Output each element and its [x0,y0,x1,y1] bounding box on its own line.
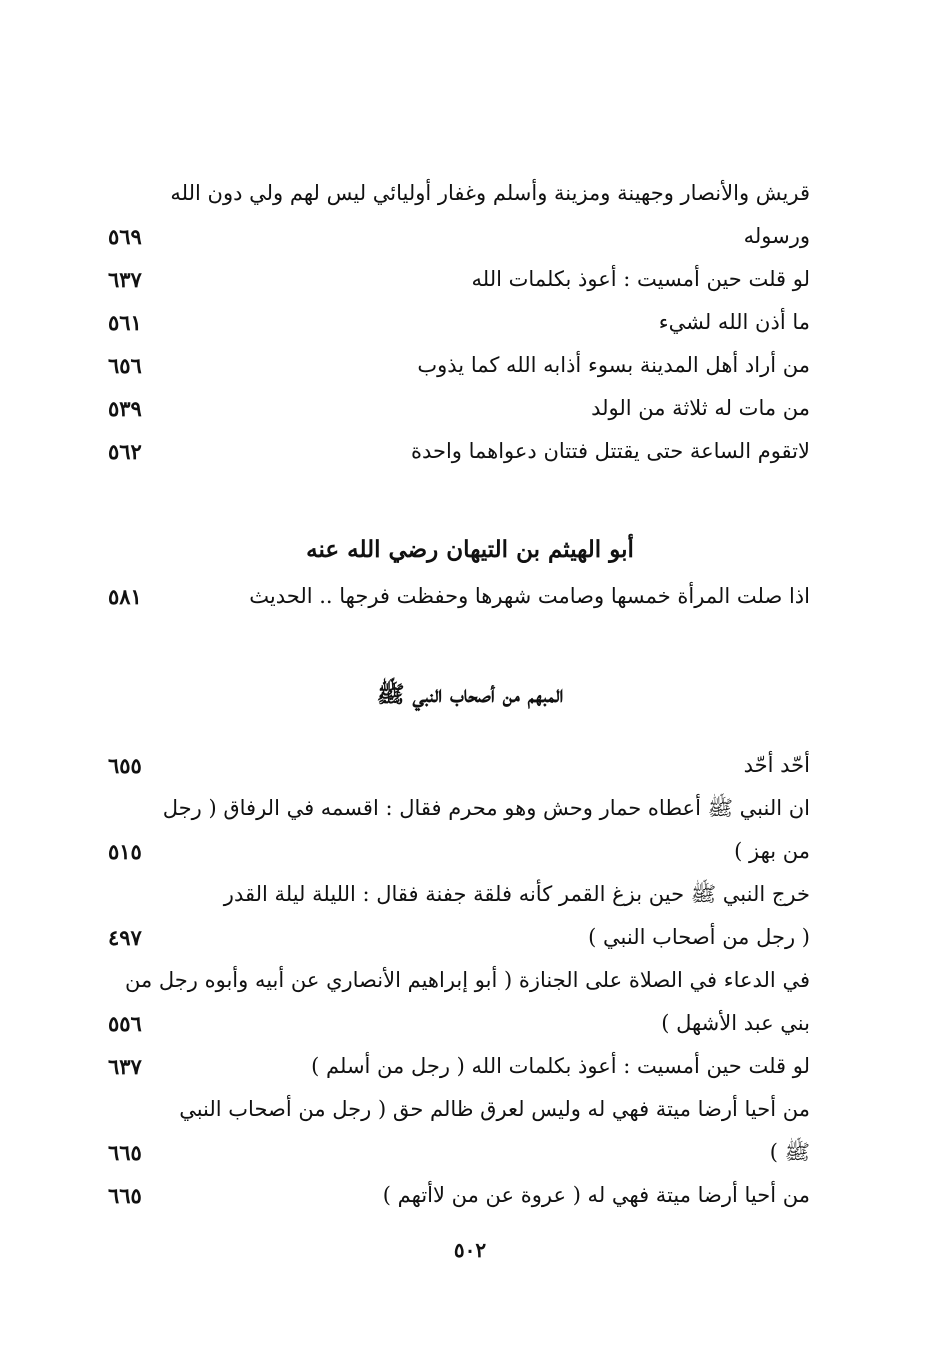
entry-text: ان النبي ﷺ أعطاه حمار وحش وهو محرم فقال : اقسمه في الرفاق ( رجل [162,796,810,820]
page-number: ٥٠٢ [453,1238,487,1262]
page-reference: ٥٦٩ [108,224,142,249]
entry-text: من أحيا أرضا ميتة فهي له ( عروة عن من لاأتهم ) [382,1183,810,1207]
section-abu-haytham [100,575,840,618]
index-entries [100,172,840,1217]
page-reference: ٦٥٦ [108,353,142,378]
section-gap [100,618,840,670]
index-line [100,301,840,344]
entry-text: ورسوله [743,224,810,248]
index-line [100,344,840,387]
section-heading-mubham: المبهم من أصحاب النبي ﷺ [376,681,564,708]
entry-text: اذا صلت المرأة خمسها وصامت شهرها وحفظت فرجها .. الحديث [249,584,810,608]
section-mubham [100,744,840,1217]
index-line [100,1131,840,1174]
entry-text: أحّد أحّد [743,753,810,777]
section-gap [100,473,840,525]
entry-text: في الدعاء في الصلاة على الجنازة ( أبو إبراهيم الأنصاري عن أبيه وأبوه رجل من [124,968,810,992]
entry-text: لاتقوم الساعة حتى يقتتل فتتان دعواهما واحدة [410,439,810,463]
page-reference: ٥٦١ [108,310,142,335]
index-line [100,575,840,618]
index-line [100,258,840,301]
index-line [100,172,840,215]
entry-text: خرج النبي ﷺ حين بزغ القمر كأنه فلقة جفنة فقال : الليلة ليلة القدر [223,882,810,906]
index-line [100,387,840,430]
entry-text: من بهز ) [734,839,810,863]
index-line [100,787,840,830]
index-line [100,830,840,873]
entry-text: من مات له ثلاثة من الولد [591,396,810,420]
section-quraysh [100,172,840,473]
entry-text: لو قلت حين أمسيت : أعوذ بكلمات الله ( رجل من أسلم ) [311,1054,810,1078]
index-line [100,744,840,787]
index-line [100,1045,840,1088]
index-line [100,430,840,473]
entry-text: بني عبد الأشهل ) [661,1011,810,1035]
page-reference: ٦٥٥ [108,753,142,778]
page-reference: ٥٦٢ [108,439,142,464]
page-reference: ٥٥٦ [108,1011,142,1036]
page-reference: ٦٣٧ [108,1054,142,1079]
page-reference: ٦٣٧ [108,267,142,292]
entry-text: من أحيا أرضا ميتة فهي له وليس لعرق ظالم حق ( رجل من أصحاب النبي [179,1097,810,1121]
index-line [100,959,840,1002]
page-reference: ٥٨١ [108,584,142,609]
index-line [100,873,840,916]
page-reference: ٦٦٥ [108,1183,142,1208]
heading-gap [100,720,840,744]
entry-text: من أراد أهل المدينة بسوء أذابه الله كما يذوب [417,353,810,377]
entry-text: ما أذن الله لشيء [658,310,810,334]
index-line [100,1088,840,1131]
entry-text: ﷺ ) [769,1140,810,1164]
page-reference: ٤٩٧ [108,925,142,950]
index-line [100,916,840,959]
index-line [100,215,840,258]
page-reference: ٥٣٩ [108,396,142,421]
section-heading-abu-haytham: أبو الهيثم بن التيهان رضي الله عنه [306,536,634,563]
index-line [100,1002,840,1045]
page-reference: ٦٦٥ [108,1140,142,1165]
page-reference: ٥١٥ [108,839,142,864]
entry-text: لو قلت حين أمسيت : أعوذ بكلمات الله [471,267,810,291]
index-line [100,1174,840,1217]
entry-text: قريش والأنصار وجهينة ومزينة وأسلم وغفار أوليائي ليس لهم ولي دون الله [170,181,810,205]
entry-text: ( رجل من أصحاب النبي ) [588,925,810,949]
